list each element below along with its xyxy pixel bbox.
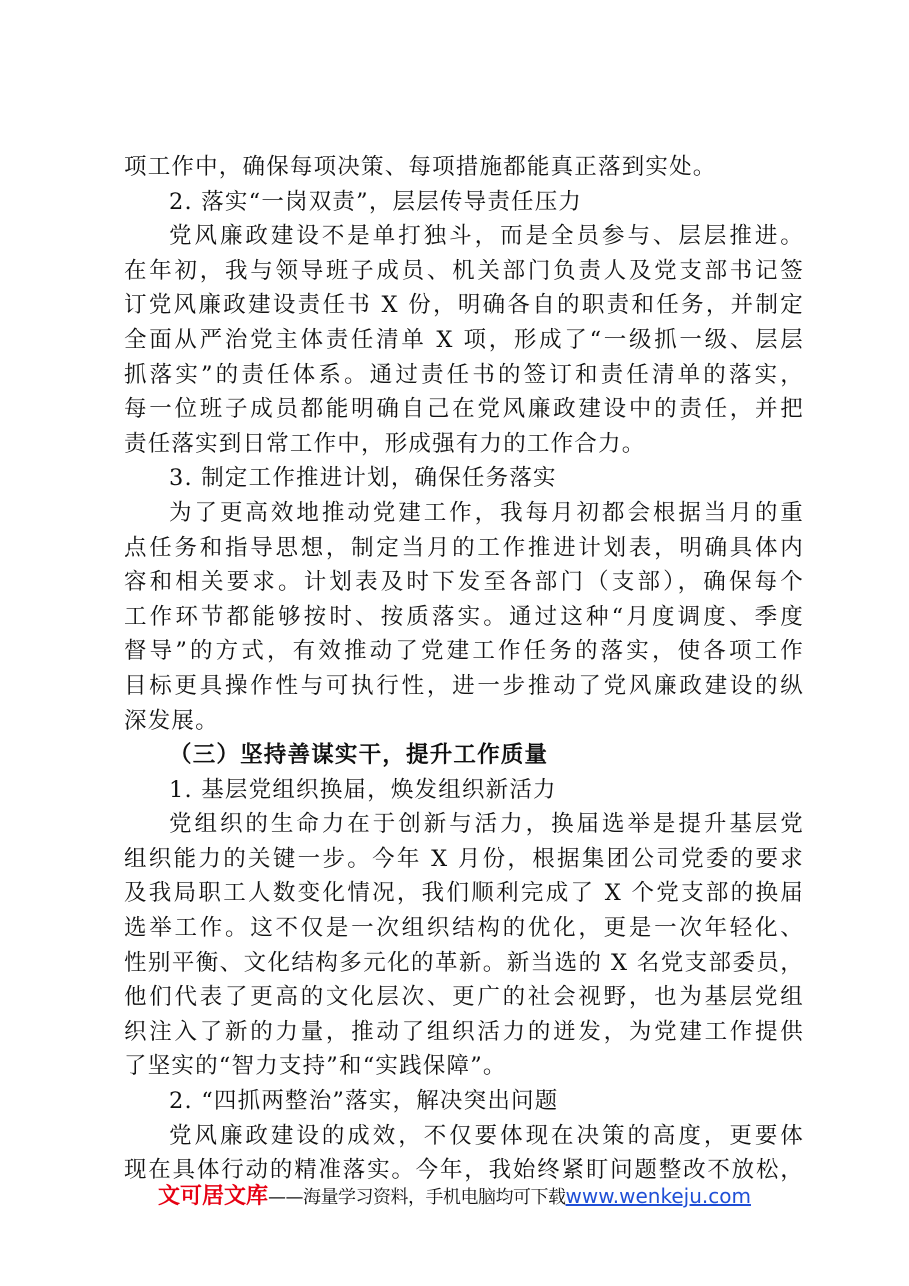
- paragraph-line: 点任务和指导思想，制定当月的工作推进计划表，明确具体内: [124, 534, 804, 561]
- paragraph-line: 容和相关要求。计划表及时下发至各部门（支部），确保每个: [124, 569, 804, 596]
- section-heading: （三）坚持善谋实干，提升工作质量: [169, 742, 549, 769]
- paragraph-line: 责任落实到日常工作中，形成强有力的工作合力。: [124, 430, 646, 457]
- paragraph-line: 织注入了新的力量，推动了组织活力的迸发，为党建工作提供: [124, 1018, 804, 1045]
- paragraph-line: 在年初，我与领导班子成员、机关部门负责人及党支部书记签: [124, 257, 804, 284]
- paragraph-line: 抓落实”的责任体系。通过责任书的签订和责任清单的落实，: [124, 361, 804, 388]
- document-body: [124, 150, 804, 1188]
- subsection-heading: 2. 落实“一岗双责”，层层传导责任压力: [169, 188, 583, 215]
- paragraph-line: 党风廉政建设不是单打独斗，而是全员参与、层层推进。: [169, 223, 804, 250]
- paragraph-line: 党组织的生命力在于创新与活力，换届选举是提升基层党: [169, 811, 804, 838]
- paragraph-line: 及我局职工人数变化情况，我们顺利完成了 X 个党支部的换届: [124, 880, 804, 907]
- paragraph-line: 选举工作。这不仅是一次组织结构的优化，更是一次年轻化、: [124, 915, 804, 942]
- paragraph-line: 深发展。: [124, 707, 219, 734]
- paragraph-line: 性别平衡、文化结构多元化的革新。新当选的 X 名党支部委员，: [124, 949, 804, 976]
- paragraph-line: 项工作中，确保每项决策、每项措施都能真正落到实处。: [124, 154, 717, 180]
- footer-link[interactable]: www.wenkeju.com: [565, 1184, 751, 1208]
- paragraph-line: 工作环节都能够按时、按质落实。通过这种“月度调度、季度: [124, 603, 804, 630]
- paragraph-line: 了坚实的“智力支持”和“实践保障”。: [124, 1053, 507, 1080]
- paragraph-line: 党风廉政建设的成效，不仅要体现在决策的高度，更要体: [169, 1122, 804, 1149]
- subsection-heading: 2. “四抓两整治”落实，解决突出问题: [169, 1088, 559, 1115]
- subsection-heading: 1. 基层党组织换届，焕发组织新活力: [169, 776, 557, 803]
- paragraph-line: 为了更高效地推动党建工作，我每月初都会根据当月的重: [169, 499, 804, 526]
- paragraph-line: 每一位班子成员都能明确自己在党风廉政建设中的责任，并把: [124, 396, 804, 423]
- paragraph-line: 现在具体行动的精准落实。今年，我始终紧盯问题整改不放松，: [124, 1157, 804, 1184]
- paragraph-line: 他们代表了更高的文化层次、更广的社会视野，也为基层党组: [124, 984, 804, 1011]
- paragraph-line: 目标更具操作性与可执行性，进一步推动了党风廉政建设的纵: [124, 672, 804, 699]
- paragraph-line: 组织能力的关键一步。今年 X 月份，根据集团公司党委的要求: [124, 845, 804, 872]
- paragraph-line: 全面从严治党主体责任清单 X 项，形成了“一级抓一级、层层: [124, 326, 804, 353]
- footer-slogan: ——海量学习资料，手机电脑均可下载: [268, 1187, 566, 1208]
- paragraph-line: 督导”的方式，有效推动了党建工作任务的落实，使各项工作: [124, 638, 804, 665]
- watermark-footer: [0, 1182, 909, 1212]
- paragraph-line: 订党风廉政建设责任书 X 份，明确各自的职责和任务，并制定: [124, 292, 804, 319]
- footer-brand: 文可居文库: [158, 1184, 269, 1209]
- subsection-heading: 3. 制定工作推进计划，确保任务落实: [169, 465, 557, 492]
